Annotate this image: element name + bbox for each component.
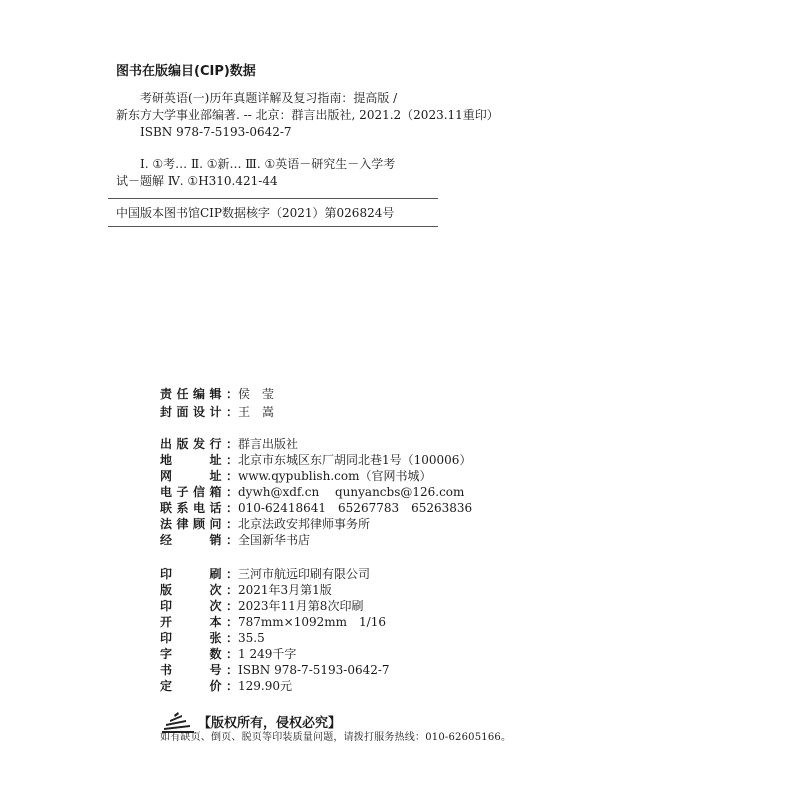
cip-divider-top: [108, 198, 438, 199]
spec-value: 2021年3月第1版: [238, 583, 332, 597]
spec-row: [160, 646, 296, 662]
spec-label: 书 号：: [160, 663, 238, 677]
copyright-notice: 【版权所有，侵权必究】: [198, 716, 342, 731]
cip-title: 图书在版编目(CIP)数据: [116, 64, 256, 79]
publisher-label: 网 址：: [160, 469, 238, 483]
spec-row: [160, 678, 292, 694]
spec-value: 2023年11月第8次印刷: [238, 599, 364, 613]
credit-label: 封面设计：: [160, 405, 238, 419]
credit-row: [160, 386, 274, 402]
spec-value: 1 249千字: [238, 647, 297, 661]
service-hotline-notice: 如有缺页、倒页、脱页等印装质量问题，请拨打服务热线：010-62605166。: [160, 732, 512, 743]
publisher-label: 电子信箱：: [160, 485, 238, 499]
publisher-value: 全国新华书店: [238, 533, 311, 547]
credit-label: 责任编辑：: [160, 387, 238, 401]
spec-value: 35.5: [238, 631, 265, 645]
publisher-label: 法律顾问：: [160, 517, 238, 531]
cip-record-number: 中国版本图书馆CIP数据核字（2021）第026824号: [116, 206, 395, 220]
publisher-value: 010-62418641 65267783 65263836: [238, 501, 473, 515]
publisher-row: [160, 484, 464, 500]
publisher-value: dywh@xdf.cn qunyancbs@126.com: [238, 485, 465, 499]
publisher-label: 地 址：: [160, 453, 238, 467]
spec-label: 定 价：: [160, 679, 238, 693]
publisher-label: 出版发行：: [160, 437, 238, 451]
spec-row: [160, 662, 390, 678]
publisher-row: [160, 516, 370, 532]
publisher-row: [160, 436, 298, 452]
spec-row: [160, 614, 386, 630]
spec-row: [160, 630, 265, 646]
publisher-value: 北京法政安邦律师事务所: [238, 517, 371, 531]
credit-row: [160, 404, 274, 420]
spec-value: ISBN 978-7-5193-0642-7: [238, 663, 390, 677]
spec-row: [160, 566, 370, 582]
credit-value: 侯 莹: [238, 387, 275, 401]
spec-value: 129.90元: [238, 679, 292, 693]
publisher-row: [160, 532, 310, 548]
spec-value: 三河市航远印刷有限公司: [238, 567, 371, 581]
cip-line-classification: Ⅰ. ①考… Ⅱ. ①新… Ⅲ. ①英语－研究生－入学考: [140, 157, 396, 171]
cip-line-title: 考研英语(一)历年真题详解及复习指南：提高版 /: [140, 91, 398, 105]
spec-label: 开 本：: [160, 615, 238, 629]
publisher-value: www.qypublish.com（官网书城）: [238, 469, 432, 483]
cip-line-classification-cont: 试－题解 Ⅳ. ①H310.421-44: [116, 174, 278, 188]
spec-label: 印 次：: [160, 599, 238, 613]
spec-label: 印 张：: [160, 631, 238, 645]
cip-line-author: 新东方大学事业部编著. -- 北京：群言出版社, 2021.2（2023.11重印）: [116, 108, 499, 122]
publisher-label: 经 销：: [160, 533, 238, 547]
credit-value: 王 嵩: [238, 405, 275, 419]
publisher-value: 北京市东城区东厂胡同北巷1号（100006）: [238, 453, 472, 467]
publisher-row: [160, 500, 472, 516]
cip-divider-bottom: [108, 226, 438, 227]
publisher-row: [160, 452, 471, 468]
spec-label: 字 数：: [160, 647, 238, 661]
spec-row: [160, 582, 332, 598]
publisher-row: [160, 468, 431, 484]
spec-value: 787mm×1092mm 1/16: [238, 615, 386, 629]
publisher-label: 联系电话：: [160, 501, 238, 515]
spec-label: 印 刷：: [160, 567, 238, 581]
publisher-value: 群言出版社: [238, 437, 299, 451]
cip-line-isbn: ISBN 978-7-5193-0642-7: [140, 125, 292, 139]
spec-label: 版 次：: [160, 583, 238, 597]
spec-row: [160, 598, 363, 614]
